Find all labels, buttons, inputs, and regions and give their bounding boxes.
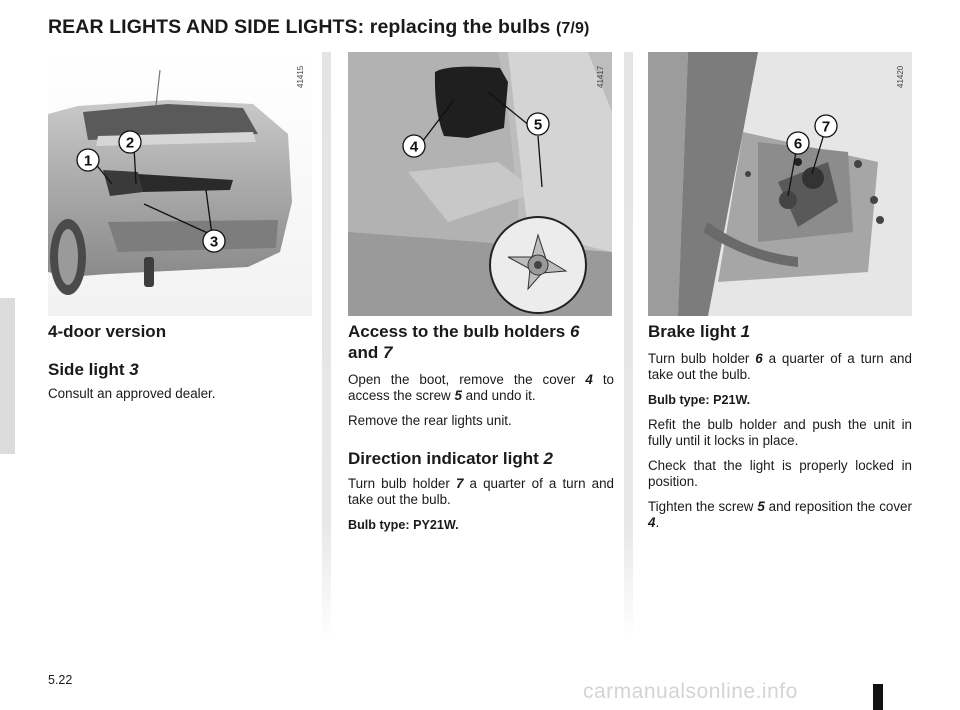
column-left <box>48 318 312 402</box>
callout-5: 5 <box>533 116 543 134</box>
access-paragraph <box>348 372 614 404</box>
column-right <box>648 318 912 531</box>
callout-1: 1 <box>83 152 93 170</box>
direction-indicator-number: 2 <box>543 449 553 468</box>
column-divider <box>624 52 633 642</box>
ref-5: 5 <box>757 499 765 514</box>
remove-unit-paragraph: Remove the rear lights unit. <box>348 413 512 428</box>
brake-light-heading <box>648 321 912 342</box>
column-middle <box>348 318 614 533</box>
callout-2: 2 <box>125 134 135 152</box>
ref-4: 4 <box>648 515 656 530</box>
ref-4: 4 <box>585 372 593 387</box>
tighten-paragraph <box>648 499 912 531</box>
text-segment: and reposition the cover <box>768 499 912 514</box>
brake-light-number: 1 <box>740 322 751 341</box>
side-light-text: Consult an approved dealer. <box>48 386 216 401</box>
title-text: REAR LIGHTS AND SIDE LIGHTS: replacing the bulbs <box>48 16 551 38</box>
text-segment: Tighten the screw <box>648 499 754 514</box>
bulb-type-py21w: Bulb type: PY21W. <box>348 518 459 532</box>
direction-indicator-heading <box>348 448 614 469</box>
text-segment: and undo it. <box>465 388 536 403</box>
access-heading <box>348 321 614 363</box>
text-segment: to access the screw <box>348 372 614 403</box>
figure-boot-cover <box>348 52 612 316</box>
version-heading: 4-door version <box>48 322 167 341</box>
figure-car-rear <box>48 52 312 316</box>
figure-code: 41417 <box>596 65 605 88</box>
refit-paragraph: Refit the bulb holder and push the unit in fully until it locks in place. <box>648 417 912 448</box>
direction-indicator-title: Direction indicator light <box>348 449 539 468</box>
brake-light-title: Brake light <box>648 322 736 341</box>
text-segment: a quarter of a turn and take out the bulb. <box>348 476 614 507</box>
column-divider <box>322 52 331 642</box>
figure-bulb-holders <box>648 52 912 316</box>
access-heading-num1: 6 <box>570 322 580 341</box>
text-segment: . <box>655 515 660 530</box>
page-title <box>48 16 589 39</box>
page-number: 5.22 <box>48 673 73 687</box>
callout-7: 7 <box>821 118 831 136</box>
ref-7: 7 <box>455 476 464 491</box>
text-segment: a quarter of a turn and take out the bulb. <box>648 351 912 382</box>
turn-holder-paragraph <box>348 476 614 508</box>
ref-5: 5 <box>454 388 462 403</box>
text-segment: Turn bulb holder <box>648 351 750 366</box>
figure-code: 41420 <box>896 65 905 88</box>
side-light-number: 3 <box>129 360 139 379</box>
text-segment: Open the boot, remove the cover <box>348 372 576 387</box>
ref-6: 6 <box>755 351 763 366</box>
check-paragraph: Check that the light is properly locked in position. <box>648 458 912 489</box>
callout-4: 4 <box>409 138 419 156</box>
bulb-type-p21w: Bulb type: P21W. <box>648 393 751 407</box>
access-heading-num2: 7 <box>382 343 393 362</box>
callout-3: 3 <box>209 233 219 251</box>
text-segment: Turn bulb holder <box>348 476 450 491</box>
figure-code: 41415 <box>296 65 305 88</box>
chapter-tab <box>0 298 15 454</box>
side-light-title: Side light <box>48 360 125 379</box>
title-part: (7/9) <box>555 20 590 37</box>
callout-6: 6 <box>793 135 803 153</box>
side-light-heading <box>48 359 312 380</box>
access-heading-and: and <box>348 343 379 362</box>
corner-marker <box>873 684 883 710</box>
access-heading-text: Access to the bulb holders <box>348 322 566 341</box>
turn-holder-paragraph <box>648 351 912 383</box>
watermark: carmanualsonline.info <box>583 680 798 703</box>
